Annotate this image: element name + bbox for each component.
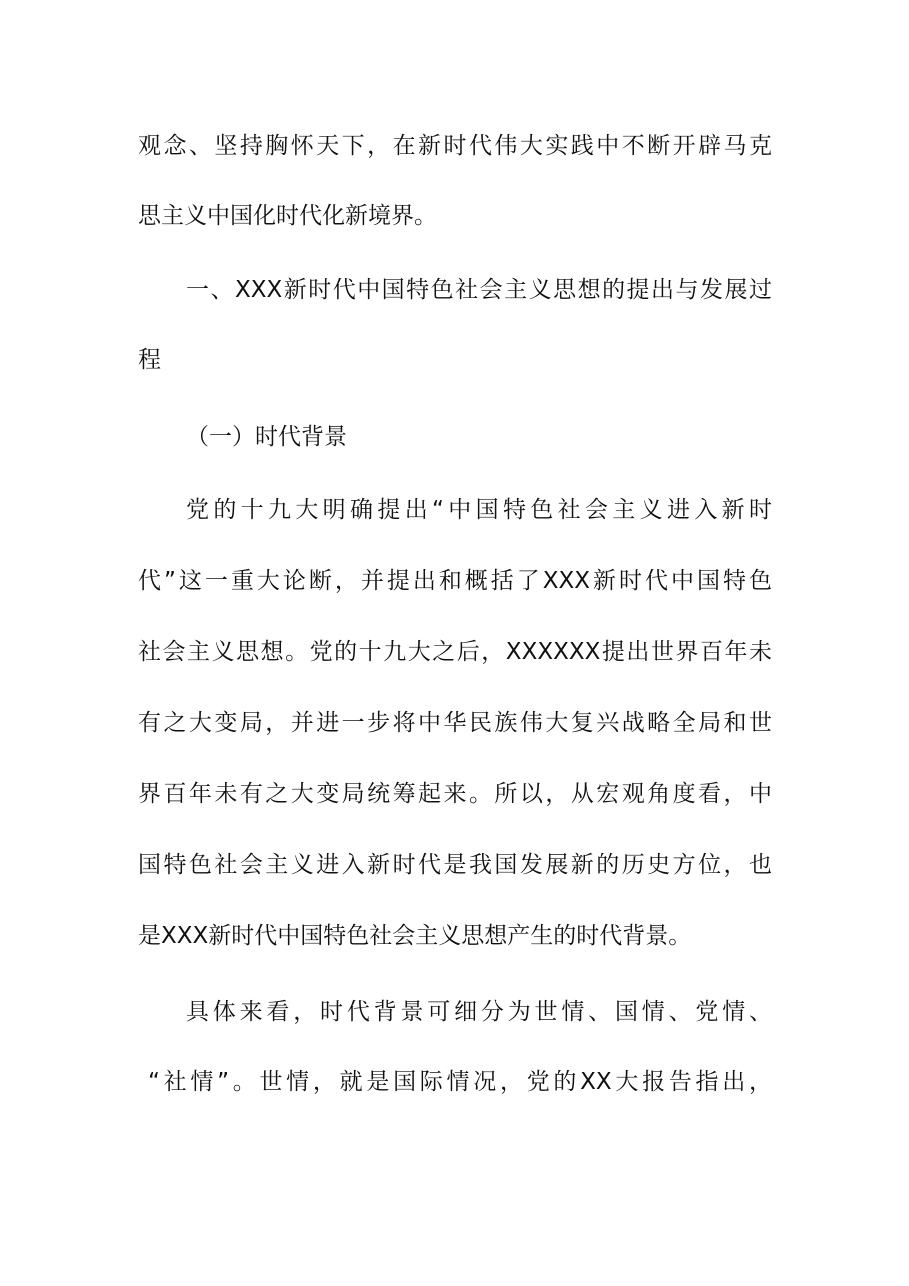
section-heading-line-2: 程 <box>138 347 161 373</box>
paragraph-line-10: 具体来看，时代背景可细分为世情、国情、党情、 <box>186 999 772 1025</box>
paragraph-line-4: 代”这一重大论断，并提出和概括了XXX新时代中国特色 <box>138 568 772 594</box>
paragraph-line-5: 社会主义思想。党的十九大之后，XXXXXX提出世界百年未 <box>138 639 772 665</box>
paragraph-line-9: 是XXX新时代中国特色社会主义思想产生的时代背景。 <box>138 923 692 949</box>
paragraph-line-8: 国特色社会主义进入新时代是我国发展新的历史方位，也 <box>138 852 772 878</box>
section-heading-line-1: 一、XXX新时代中国特色社会主义思想的提出与发展过 <box>186 277 772 303</box>
paragraph-line-2: 思主义中国化时代化新境界。 <box>138 203 437 229</box>
paragraph-line-7: 界百年未有之大变局统筹起来。所以，从宏观角度看，中 <box>138 781 772 807</box>
subsection-heading: （一）时代背景 <box>186 424 347 450</box>
paragraph-line-1: 观念、坚持胸怀天下，在新时代伟大实践中不断开辟马克 <box>138 133 772 159</box>
paragraph-line-3: 党的十九大明确提出“中国特色社会主义进入新时 <box>186 497 772 523</box>
paragraph-line-11: “社情”。世情，就是国际情况，党的XX大报告指出， <box>148 1069 772 1095</box>
paragraph-line-6: 有之大变局，并进一步将中华民族伟大复兴战略全局和世 <box>138 710 772 736</box>
